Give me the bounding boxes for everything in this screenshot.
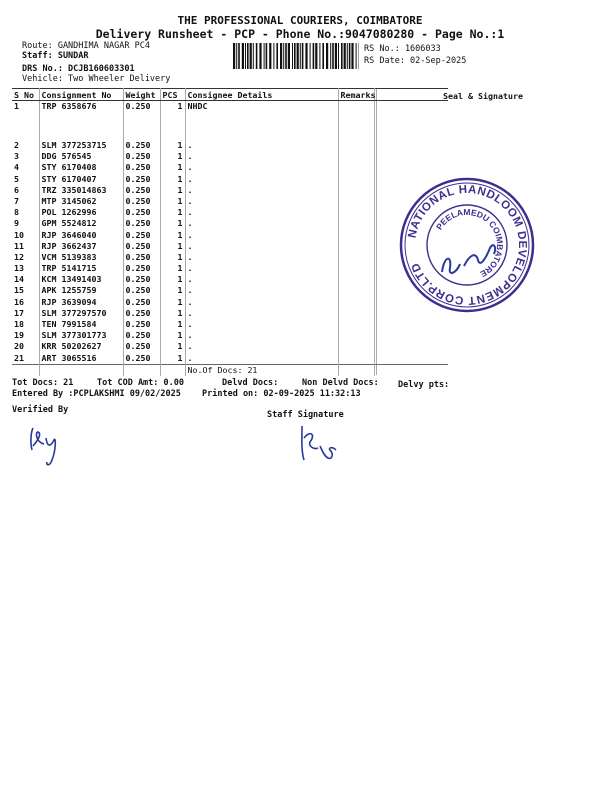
row-consignee: .	[185, 308, 338, 319]
row-pcs: 1	[160, 241, 185, 252]
row-pcs: 1	[160, 285, 185, 296]
row-consignment-no: KCM 13491403	[39, 274, 123, 285]
table-row	[12, 140, 448, 151]
row-pcs: 1	[160, 319, 185, 330]
row-consignee: .	[185, 174, 338, 185]
row-pcs: 1	[160, 297, 185, 308]
row-sno: 13	[12, 263, 39, 274]
row-remarks	[338, 252, 374, 263]
row-sno: 3	[12, 151, 39, 162]
row-remarks	[338, 196, 374, 207]
row-sno: 20	[12, 341, 39, 352]
table-row	[12, 196, 448, 207]
col-consignee: Consignee Details	[185, 89, 338, 101]
row-consignment-no: SLM 377253715	[39, 140, 123, 151]
table-row	[12, 285, 448, 296]
row-weight: 0.250	[123, 297, 160, 308]
row-sno: 11	[12, 241, 39, 252]
row-consignee: .	[185, 140, 338, 151]
row-seal	[374, 319, 448, 330]
row-sno: 7	[12, 196, 39, 207]
row-seal	[374, 162, 448, 173]
row-consignment-no: RJP 3639094	[39, 297, 123, 308]
row-remarks	[338, 308, 374, 319]
row-consignee: .	[185, 274, 338, 285]
row-pcs: 1	[160, 330, 185, 341]
row-consignment-no: TRP 5141715	[39, 263, 123, 274]
summary-cell	[12, 364, 39, 376]
row-pcs: 1	[160, 151, 185, 162]
svg-text:PEELAMEDU COIMBATORE: PEELAMEDU COIMBATORE	[433, 206, 506, 280]
row-consignment-no: VCM 5139383	[39, 252, 123, 263]
total-cod-amount: Tot COD Amt: 0.00	[97, 378, 184, 388]
row-consignment-no: TRZ 335014863	[39, 185, 123, 196]
row-seal	[374, 140, 448, 151]
row-sno: 10	[12, 230, 39, 241]
rs-date: RS Date: 02-Sep-2025	[364, 56, 467, 66]
row-consignment-no: KRR 50202627	[39, 341, 123, 352]
row-consignee: .	[185, 252, 338, 263]
row-weight: 0.250	[123, 196, 160, 207]
company-name: THE PROFESSIONAL COURIERS, COIMBATORE	[177, 14, 423, 27]
company-seal-stamp	[398, 176, 536, 314]
row-consignee: .	[185, 241, 338, 252]
row-pcs: 1	[160, 101, 185, 141]
row-consignment-no: STY 6170407	[39, 174, 123, 185]
row-pcs: 1	[160, 218, 185, 229]
row-consignee: .	[185, 353, 338, 365]
row-weight: 0.250	[123, 151, 160, 162]
row-weight: 0.250	[123, 330, 160, 341]
row-pcs: 1	[160, 230, 185, 241]
row-consignee: .	[185, 297, 338, 308]
row-sno: 14	[12, 274, 39, 285]
row-sno: 8	[12, 207, 39, 218]
non-delivered-docs: Non Delvd Docs:	[302, 378, 379, 388]
row-consignment-no: TEN 7991584	[39, 319, 123, 330]
row-consignment-no: ART 3065516	[39, 353, 123, 365]
row-consignee: .	[185, 330, 338, 341]
row-remarks	[338, 241, 374, 252]
delivered-docs: Delvd Docs:	[222, 378, 279, 388]
row-pcs: 1	[160, 252, 185, 263]
row-consignment-no: MTP 3145062	[39, 196, 123, 207]
row-pcs: 1	[160, 140, 185, 151]
row-sno: 9	[12, 218, 39, 229]
drs-number: DRS No.: DCJB160603301	[22, 64, 135, 74]
seal-signature-header: Seal & Signature	[443, 91, 523, 101]
table-row	[12, 151, 448, 162]
summary-cell	[338, 364, 374, 376]
table-row	[12, 207, 448, 218]
table-row	[12, 274, 448, 285]
row-consignee: .	[185, 218, 338, 229]
svg-text:NATIONAL HANDLOOM DEVELOPMENT: NATIONAL HANDLOOM DEVELOPMENT CORP.LTD	[406, 183, 529, 307]
runsheet-subtitle: Delivery Runsheet - PCP - Phone No.:9047080280 - Page No.:1	[95, 27, 505, 41]
row-pcs: 1	[160, 274, 185, 285]
row-consignment-no: GPM 5524812	[39, 218, 123, 229]
row-remarks	[338, 353, 374, 365]
row-weight: 0.250	[123, 319, 160, 330]
row-consignee: .	[185, 319, 338, 330]
row-remarks	[338, 101, 374, 141]
row-weight: 0.250	[123, 241, 160, 252]
row-seal	[374, 151, 448, 162]
staff-label: Staff: SUNDAR	[22, 51, 89, 61]
row-consignee: .	[185, 230, 338, 241]
row-remarks	[338, 297, 374, 308]
row-remarks	[338, 140, 374, 151]
row-remarks	[338, 230, 374, 241]
row-weight: 0.250	[123, 140, 160, 151]
row-seal	[374, 330, 448, 341]
summary-cell	[160, 364, 185, 376]
row-remarks	[338, 185, 374, 196]
row-weight: 0.250	[123, 252, 160, 263]
row-weight: 0.250	[123, 218, 160, 229]
row-weight: 0.250	[123, 308, 160, 319]
row-sno: 16	[12, 297, 39, 308]
row-weight: 0.250	[123, 101, 160, 141]
row-pcs: 1	[160, 185, 185, 196]
row-pcs: 1	[160, 196, 185, 207]
row-consignment-no: RJP 3662437	[39, 241, 123, 252]
row-sno: 6	[12, 185, 39, 196]
table-row	[12, 101, 448, 141]
route-label: Route: GANDHIMA NAGAR PC4	[22, 41, 150, 51]
row-seal	[374, 101, 448, 141]
row-remarks	[338, 162, 374, 173]
row-remarks	[338, 174, 374, 185]
row-remarks	[338, 207, 374, 218]
row-remarks	[338, 330, 374, 341]
table-row	[12, 263, 448, 274]
table-row	[12, 341, 448, 352]
col-remarks: Remarks	[338, 89, 374, 101]
row-consignee: NHDC	[185, 101, 338, 141]
table-row	[12, 252, 448, 263]
col-pcs: PCS	[160, 89, 185, 101]
table-row	[12, 218, 448, 229]
row-consignment-no: POL 1262996	[39, 207, 123, 218]
no-of-docs: No.Of Docs: 21	[185, 364, 338, 376]
runsheet-table	[12, 88, 448, 376]
row-pcs: 1	[160, 263, 185, 274]
table-summary-row	[12, 364, 448, 376]
row-consignment-no: DDG 576545	[39, 151, 123, 162]
row-sno: 12	[12, 252, 39, 263]
row-sno: 4	[12, 162, 39, 173]
table-row	[12, 230, 448, 241]
row-weight: 0.250	[123, 285, 160, 296]
row-consignee: .	[185, 341, 338, 352]
row-consignee: .	[185, 196, 338, 207]
row-consignment-no: SLM 377297570	[39, 308, 123, 319]
col-sno: S No	[12, 89, 39, 101]
summary-cell	[123, 364, 160, 376]
row-remarks	[338, 285, 374, 296]
row-remarks	[338, 274, 374, 285]
delivery-points: Delvy pts:	[398, 380, 450, 390]
row-remarks	[338, 319, 374, 330]
entered-by: Entered By :PCPLAKSHMI 09/02/2025	[12, 389, 181, 399]
row-pcs: 1	[160, 353, 185, 365]
col-consignment: Consignment No	[39, 89, 123, 101]
row-sno: 1	[12, 101, 39, 141]
printed-on: Printed on: 02-09-2025 11:32:13	[202, 389, 361, 399]
row-remarks	[338, 218, 374, 229]
row-consignee: .	[185, 185, 338, 196]
row-sno: 21	[12, 353, 39, 365]
vehicle-label: Vehicle: Two Wheeler Delivery	[22, 74, 171, 84]
table-row	[12, 297, 448, 308]
row-sno: 18	[12, 319, 39, 330]
row-remarks	[338, 263, 374, 274]
barcode-image	[233, 43, 359, 69]
table-row	[12, 185, 448, 196]
row-consignment-no: APK 1255759	[39, 285, 123, 296]
table-row	[12, 241, 448, 252]
row-consignment-no: RJP 3646040	[39, 230, 123, 241]
table-row	[12, 319, 448, 330]
staff-signature-label: Staff Signature	[267, 410, 344, 420]
row-consignee: .	[185, 263, 338, 274]
table-row	[12, 174, 448, 185]
row-pcs: 1	[160, 308, 185, 319]
table-row	[12, 353, 448, 365]
row-sno: 15	[12, 285, 39, 296]
row-pcs: 1	[160, 207, 185, 218]
verified-by-label: Verified By	[12, 405, 69, 415]
row-weight: 0.250	[123, 230, 160, 241]
row-consignment-no: SLM 377301773	[39, 330, 123, 341]
verifier-signature	[26, 420, 76, 470]
row-weight: 0.250	[123, 162, 160, 173]
row-sno: 2	[12, 140, 39, 151]
row-consignment-no: STY 6170408	[39, 162, 123, 173]
row-consignee: .	[185, 207, 338, 218]
row-pcs: 1	[160, 174, 185, 185]
row-weight: 0.250	[123, 174, 160, 185]
summary-cell	[39, 364, 123, 376]
row-weight: 0.250	[123, 207, 160, 218]
row-weight: 0.250	[123, 274, 160, 285]
row-sno: 5	[12, 174, 39, 185]
row-sno: 17	[12, 308, 39, 319]
row-remarks	[338, 151, 374, 162]
row-seal	[374, 341, 448, 352]
staff-signature	[296, 420, 346, 470]
row-consignee: .	[185, 162, 338, 173]
table-row	[12, 308, 448, 319]
row-weight: 0.250	[123, 353, 160, 365]
row-remarks	[338, 341, 374, 352]
row-sno: 19	[12, 330, 39, 341]
col-weight: Weight	[123, 89, 160, 101]
total-docs: Tot Docs: 21	[12, 378, 74, 388]
row-weight: 0.250	[123, 263, 160, 274]
row-seal	[374, 353, 448, 365]
table-row	[12, 162, 448, 173]
row-consignment-no: TRP 6358676	[39, 101, 123, 141]
row-pcs: 1	[160, 341, 185, 352]
row-weight: 0.250	[123, 341, 160, 352]
summary-cell	[374, 364, 448, 376]
rs-number: RS No.: 1606033	[364, 44, 441, 54]
table-row	[12, 330, 448, 341]
row-consignee: .	[185, 151, 338, 162]
row-weight: 0.250	[123, 185, 160, 196]
row-consignee: .	[185, 285, 338, 296]
row-pcs: 1	[160, 162, 185, 173]
